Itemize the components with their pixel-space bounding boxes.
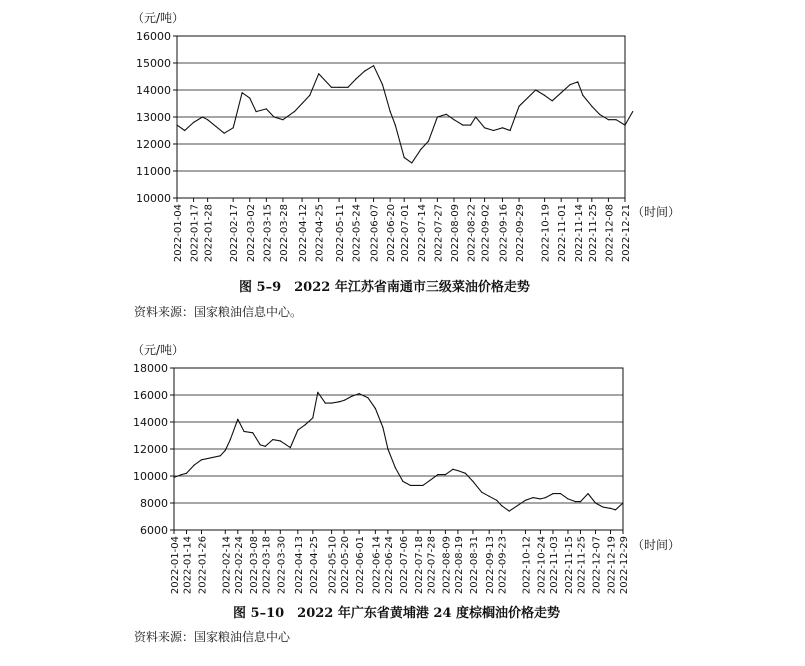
y-tick-label: 10000: [136, 192, 171, 205]
data-point: [301, 103, 302, 104]
x-tick-label: 2022-02-24: [233, 536, 245, 595]
x-tick-label: 2022-07-01: [400, 204, 412, 263]
data-point: [184, 130, 185, 131]
data-point: [552, 493, 553, 494]
x-tick-label: 2022-03-18: [261, 536, 273, 595]
x-tick-label: 2022-05-11: [335, 204, 347, 263]
data-point: [552, 100, 553, 101]
x-tick-label: 2022-08-19: [453, 536, 465, 595]
data-point: [545, 497, 546, 498]
data-point: [230, 439, 231, 440]
data-point: [404, 157, 405, 158]
figure-caption-5-10: 图 5–10 2022 年广东省黄埔港 24 度棕榈油价格走势: [233, 606, 561, 621]
x-tick-label: 2022-10-24: [536, 536, 548, 595]
data-point: [475, 116, 476, 117]
data-point: [373, 65, 374, 66]
x-axis-label: （时间）: [632, 205, 681, 219]
data-point: [273, 116, 274, 117]
data-point: [233, 127, 234, 128]
x-tick-label: 2022-09-23: [497, 536, 509, 595]
data-point: [317, 392, 318, 393]
data-point: [496, 500, 497, 501]
x-tick-label: 2022-11-25: [587, 204, 599, 263]
data-point: [417, 485, 418, 486]
data-point: [501, 505, 502, 506]
data-point: [375, 408, 376, 409]
data-point: [331, 87, 332, 88]
data-point: [241, 92, 242, 93]
data-point: [305, 424, 306, 425]
data-point: [570, 84, 571, 85]
data-point: [509, 511, 510, 512]
data-point: [437, 474, 438, 475]
data-point: [532, 497, 533, 498]
data-point: [331, 403, 332, 404]
data-point: [535, 89, 536, 90]
data-point: [615, 119, 616, 120]
data-point: [297, 430, 298, 431]
x-tick-label: 2022-06-20: [386, 204, 398, 263]
y-axis-label: （元/吨）: [132, 11, 185, 25]
x-tick-label: 2022-02-17: [229, 204, 241, 263]
data-point: [518, 106, 519, 107]
data-point: [577, 81, 578, 82]
data-point: [470, 125, 471, 126]
data-point: [445, 474, 446, 475]
x-tick-label: 2022-07-28: [426, 536, 438, 595]
data-point: [207, 119, 208, 120]
data-point: [582, 95, 583, 96]
data-point: [282, 119, 283, 120]
data-point: [193, 465, 194, 466]
x-tick-label: 2022-01-04: [173, 204, 184, 263]
y-tick-label: 18000: [133, 362, 168, 375]
x-tick-label: 2022-11-01: [557, 204, 569, 263]
data-point: [176, 125, 177, 126]
x-tick-label: 2022-11-15: [563, 536, 575, 595]
x-tick-label: 2022-01-14: [182, 536, 194, 595]
data-point: [410, 485, 411, 486]
data-point: [347, 87, 348, 88]
x-tick-label: 2022-09-13: [485, 536, 497, 595]
source-note-5-9: 资料来源：国家粮油信息中心。: [134, 305, 303, 319]
y-tick-label: 10000: [133, 470, 168, 483]
data-point: [343, 400, 344, 401]
data-point: [395, 467, 396, 468]
data-point: [591, 106, 592, 107]
data-point: [544, 95, 545, 96]
data-point: [465, 473, 466, 474]
data-point: [290, 447, 291, 448]
data-point: [484, 127, 485, 128]
data-point: [430, 479, 431, 480]
data-point: [457, 470, 458, 471]
data-point: [428, 141, 429, 142]
x-tick-label: 2022-01-26: [197, 536, 209, 595]
data-point: [610, 508, 611, 509]
data-point: [453, 119, 454, 120]
x-tick-label: 2022-06-07: [369, 204, 381, 263]
data-point: [595, 502, 596, 503]
x-tick-label: 2022-08-31: [468, 536, 480, 595]
data-point: [351, 396, 352, 397]
data-point: [243, 431, 244, 432]
y-tick-label: 12000: [133, 443, 168, 456]
data-point: [402, 481, 403, 482]
y-tick-label: 11000: [136, 165, 171, 178]
data-point: [587, 493, 588, 494]
data-point: [615, 509, 616, 510]
data-point: [632, 111, 633, 112]
data-point: [237, 419, 238, 420]
data-point: [294, 111, 295, 112]
x-tick-label: 2022-04-12: [298, 204, 310, 263]
x-tick-label: 2022-05-20: [340, 536, 352, 595]
data-point: [355, 79, 356, 80]
x-tick-label: 2022-01-04: [170, 536, 181, 595]
source-note-5-10: 资料来源：国家粮油信息中心: [134, 630, 291, 644]
x-tick-label: 2022-09-29: [515, 204, 527, 263]
x-tick-label: 2022-03-02: [245, 204, 257, 263]
x-tick-label: 2022-08-22: [466, 204, 478, 263]
x-tick-label: 2022-03-15: [262, 204, 274, 263]
data-point: [173, 477, 174, 478]
y-tick-label: 14000: [133, 416, 168, 429]
data-point: [382, 84, 383, 85]
data-point: [193, 122, 194, 123]
data-point: [446, 114, 447, 115]
y-tick-label: 16000: [136, 30, 171, 43]
data-point: [472, 481, 473, 482]
data-point: [266, 108, 267, 109]
x-tick-label: 2022-12-21: [621, 204, 632, 263]
data-point: [280, 440, 281, 441]
data-point: [489, 496, 490, 497]
x-tick-label: 2022-07-06: [398, 536, 410, 595]
data-point: [364, 71, 365, 72]
x-tick-label: 2022-11-14: [573, 204, 585, 263]
data-point: [437, 116, 438, 117]
data-point: [338, 87, 339, 88]
x-tick-label: 2022-12-08: [604, 204, 616, 263]
data-point: [560, 493, 561, 494]
chart-rapeseed-oil: [132, 10, 680, 262]
data-point: [318, 73, 319, 74]
data-point: [256, 111, 257, 112]
data-point: [561, 92, 562, 93]
y-tick-label: 6000: [140, 524, 168, 537]
data-point: [510, 130, 511, 131]
data-point: [599, 114, 600, 115]
y-tick-label: 13000: [136, 111, 171, 124]
data-point: [462, 125, 463, 126]
data-point: [359, 393, 360, 394]
x-tick-label: 2022-09-16: [498, 204, 510, 263]
data-point: [312, 417, 313, 418]
x-tick-label: 2022-11-25: [576, 536, 588, 595]
data-point: [338, 401, 339, 402]
data-point: [481, 492, 482, 493]
price-series-line: [177, 66, 633, 163]
data-point: [382, 427, 383, 428]
x-tick-label: 2022-03-08: [248, 536, 260, 595]
x-tick-label: 2022-10-12: [521, 536, 533, 595]
x-tick-label: 2022-12-07: [591, 536, 603, 595]
x-tick-label: 2022-07-14: [416, 204, 428, 263]
x-tick-label: 2022-08-09: [441, 536, 453, 595]
data-point: [390, 111, 391, 112]
price-series-line: [174, 392, 623, 511]
data-point: [567, 498, 568, 499]
x-tick-label: 2022-12-19: [606, 536, 618, 595]
data-point: [249, 98, 250, 99]
y-tick-label: 16000: [133, 389, 168, 402]
data-point: [624, 125, 625, 126]
x-tick-label: 2022-05-24: [351, 204, 363, 263]
data-point: [622, 502, 623, 503]
data-point: [265, 446, 266, 447]
data-point: [272, 439, 273, 440]
y-tick-label: 12000: [136, 138, 171, 151]
data-point: [395, 125, 396, 126]
x-tick-label: 2022-08-09: [449, 203, 461, 263]
data-point: [420, 149, 421, 150]
x-tick-label: 2022-01-17: [189, 204, 201, 263]
x-tick-label: 2022-01-28: [203, 204, 215, 263]
data-point: [260, 444, 261, 445]
data-point: [540, 498, 541, 499]
x-tick-label: 2022-11-03: [548, 536, 560, 595]
x-tick-label: 2022-07-27: [433, 204, 445, 263]
data-point: [201, 459, 202, 460]
y-tick-label: 8000: [140, 497, 168, 510]
x-tick-label: 2022-06-24: [383, 536, 395, 595]
x-tick-label: 2022-04-13: [293, 536, 305, 595]
data-point: [220, 455, 221, 456]
figure-caption-5-9: 图 5–9 2022 年江苏省南通市三级菜油价格走势: [239, 280, 530, 295]
data-point: [367, 397, 368, 398]
data-point: [181, 474, 182, 475]
data-point: [309, 95, 310, 96]
x-tick-label: 2022-03-28: [278, 204, 290, 263]
chart-palm-oil: [132, 342, 680, 594]
x-tick-label: 2022-06-14: [371, 536, 383, 595]
data-point: [325, 403, 326, 404]
x-tick-label: 2022-04-25: [314, 204, 326, 263]
data-point: [493, 130, 494, 131]
y-tick-label: 14000: [136, 84, 171, 97]
data-point: [525, 500, 526, 501]
data-point: [225, 450, 226, 451]
x-tick-label: 2022-03-30: [276, 536, 288, 595]
x-tick-label: 2022-05-10: [327, 536, 339, 595]
data-point: [202, 116, 203, 117]
y-tick-label: 15000: [136, 57, 171, 70]
data-point: [580, 501, 581, 502]
data-point: [387, 448, 388, 449]
data-point: [422, 485, 423, 486]
data-point: [602, 506, 603, 507]
x-tick-label: 2022-07-18: [413, 536, 425, 595]
x-tick-label: 2022-09-02: [480, 204, 492, 263]
x-tick-label: 2022-02-14: [221, 536, 233, 595]
data-point: [252, 432, 253, 433]
data-point: [575, 501, 576, 502]
data-point: [452, 469, 453, 470]
data-point: [224, 133, 225, 134]
x-tick-label: 2022-10-19: [540, 204, 552, 263]
x-axis-label: （时间）: [632, 538, 681, 552]
data-point: [186, 473, 187, 474]
data-point: [411, 162, 412, 163]
data-point: [608, 119, 609, 120]
data-point: [502, 127, 503, 128]
x-tick-label: 2022-06-01: [355, 536, 367, 595]
x-tick-label: 2022-12-29: [619, 536, 630, 595]
y-axis-label: （元/吨）: [132, 343, 185, 357]
x-tick-label: 2022-04-25: [308, 536, 320, 595]
